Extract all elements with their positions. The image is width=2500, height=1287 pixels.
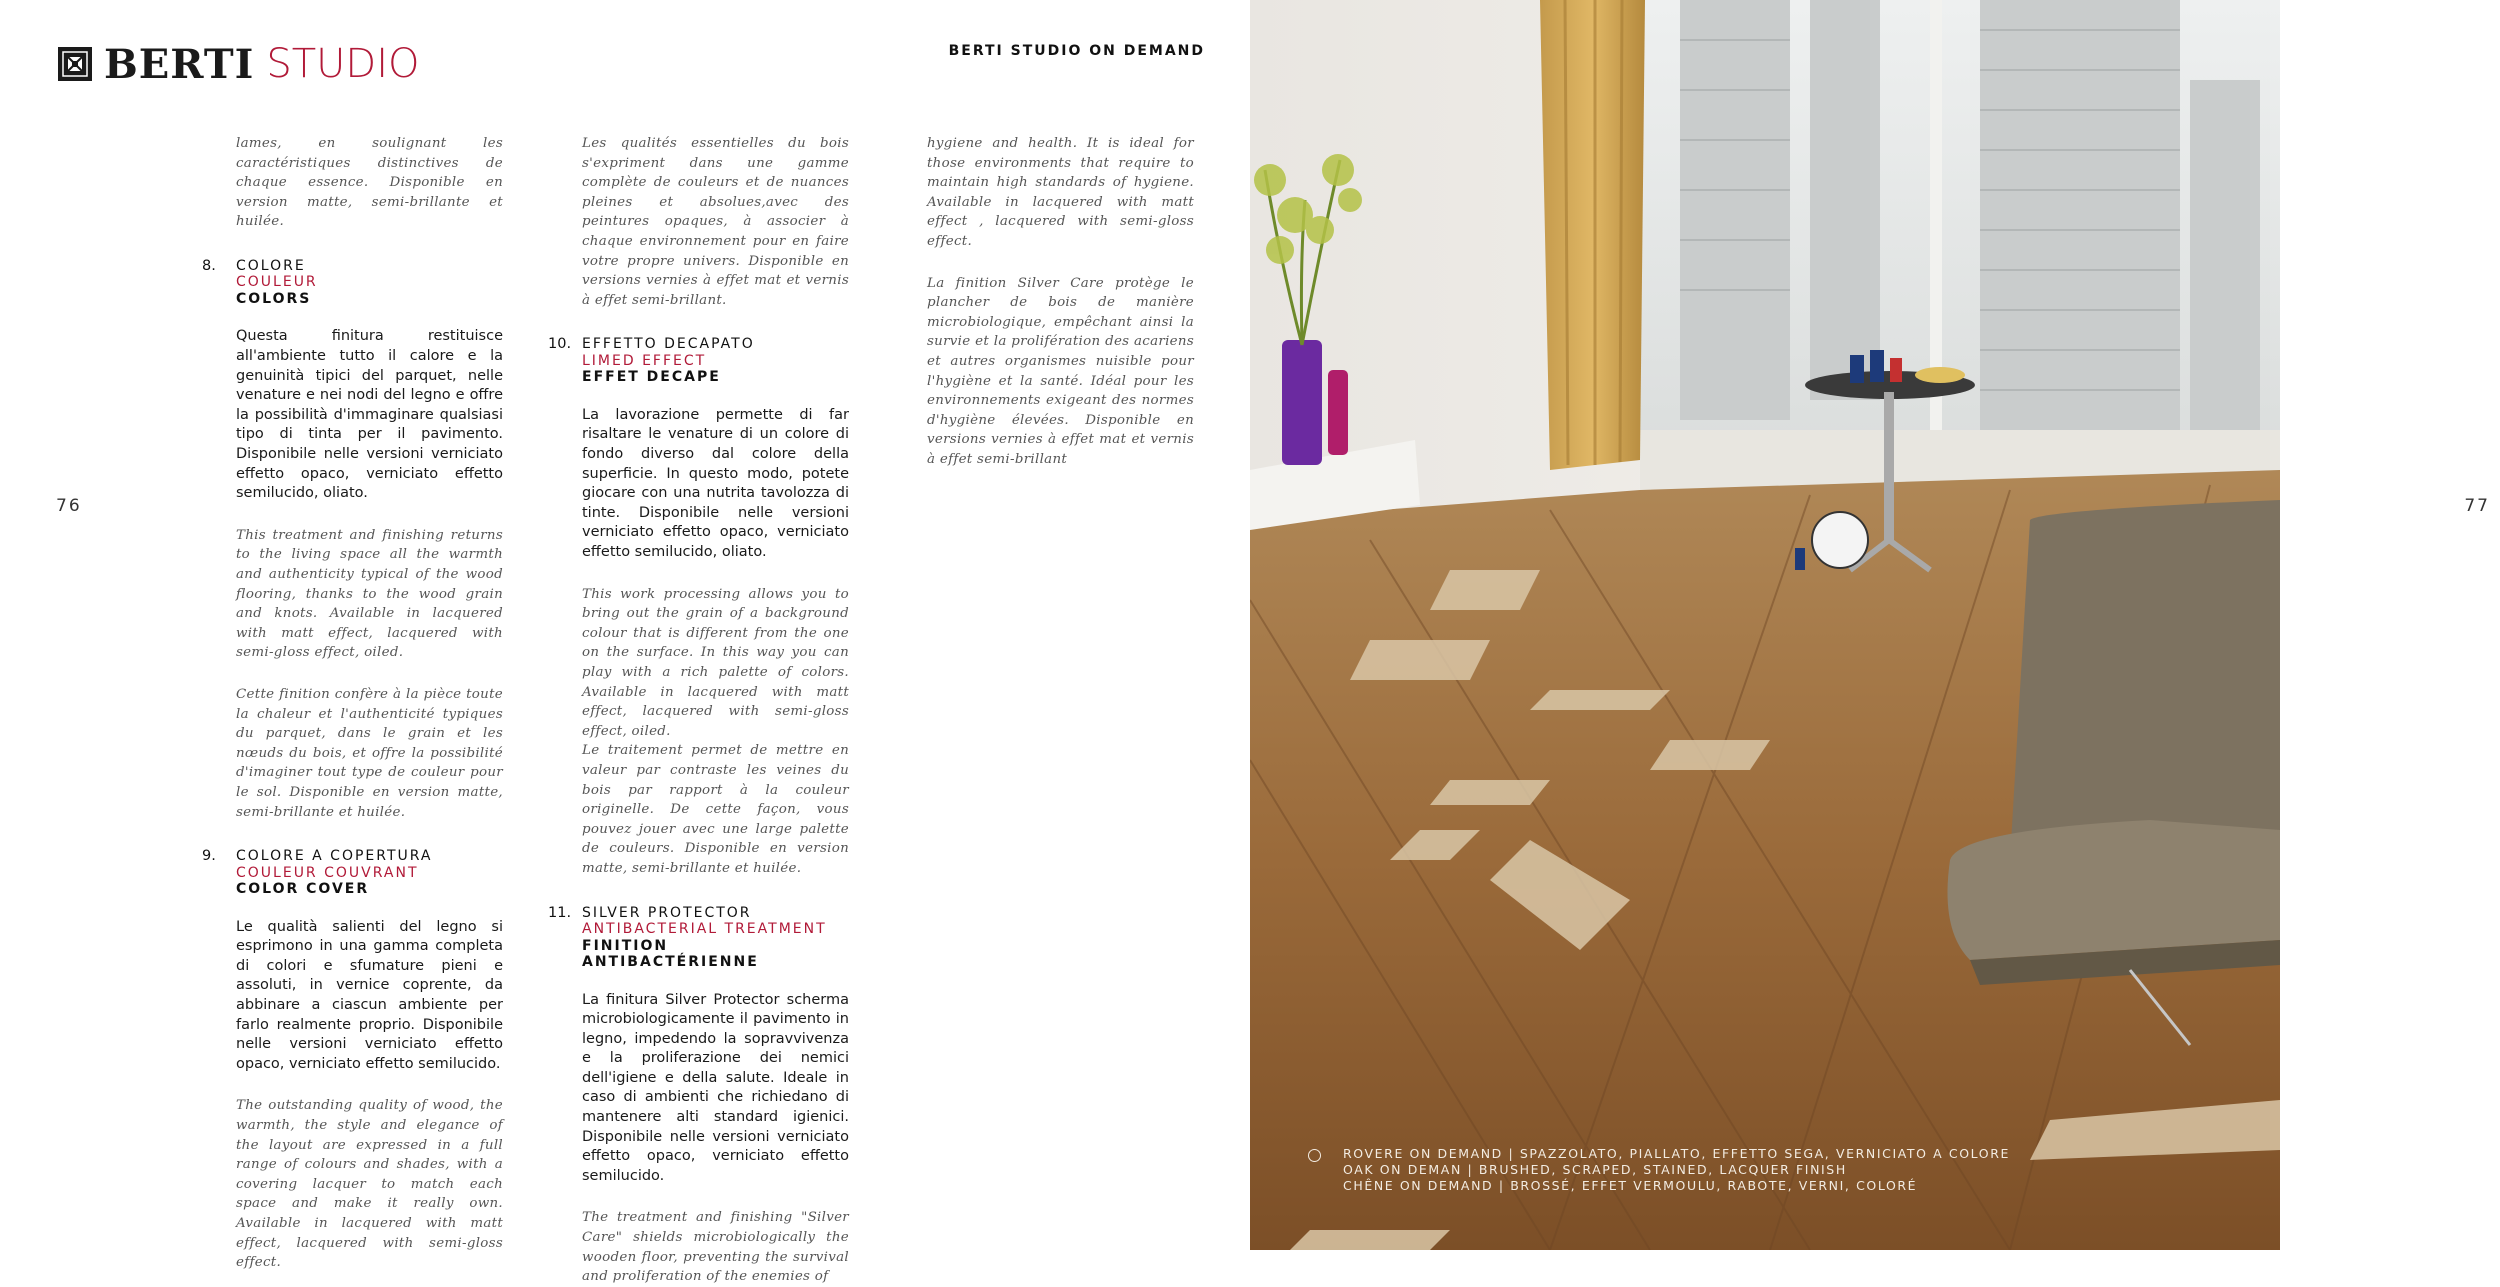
section-title-italian: COLORE xyxy=(236,257,306,274)
section-body-english: This treatment and finishing returns to the living space all the warmth and authenticity typical of the wood flooring, thanks to the wood grain and knots. Available in lacquered with matt effect, lacquered with semi-gloss effect, oiled. xyxy=(236,527,503,661)
caption-line-french: CHÊNE ON DEMAND | BROSSÉ, EFFET VERMOULU, RABOTE, VERNI, COLORÉ xyxy=(1343,1178,1918,1193)
section-10-heading xyxy=(548,336,849,386)
curtain xyxy=(1540,0,1645,470)
right-margin xyxy=(2280,0,2500,1250)
left-page xyxy=(0,0,1250,1285)
section-9-heading xyxy=(202,848,503,898)
page-number-right: 77 xyxy=(2464,496,2490,516)
brand-logo xyxy=(58,42,420,86)
section-body-french: Cette finition confère à la pièce toute la chaleur et l'authenticité typiques du parquet, dans le grain et les nœuds du bois, et offre la possibilité d'imaginer tout type de couleur pour le sol. Disponible en version matte, semi-brillante et huilée. xyxy=(236,686,503,820)
page-number-left: 76 xyxy=(56,496,82,516)
sofa-back xyxy=(2010,500,2280,870)
section-number: 9. xyxy=(202,848,216,865)
section-body-italian: Le qualità salienti del legno si esprimono in una gamma completa di colori e sfumature pieni e assoluti, in vernice coprente, da abbinare a ciascun ambiente per farlo realmente proprio. Disponibile nelle versioni verniciato effetto opaco, verniciato effetto semilucido. xyxy=(236,918,503,1072)
caption-line-italian: ROVERE ON DEMAND | SPAZZOLATO, PIALLATO, EFFETTO SEGA, VERNICIATO A COLORE xyxy=(1343,1146,2011,1161)
section-body-italian: La lavorazione permette di far risaltare le venature di un colore di fondo diverso dal colore della superficie. In questo modo, potete giocare con una nutrita tavolozza di tinte. Disponibile nelle versioni verniciato effetto opaco, verniciato effetto semilucido, oliato. xyxy=(582,406,849,560)
section-title-italian: COLORE A COPERTURA xyxy=(236,848,433,865)
text-column-1 xyxy=(202,134,503,1273)
section-11-heading xyxy=(548,904,849,971)
right-page xyxy=(1250,0,2500,1250)
caption-bullet-icon xyxy=(1308,1149,1321,1162)
section-title-french: COULEUR COUVRANT xyxy=(236,864,419,881)
text-column-3 xyxy=(927,134,1194,470)
window-frame xyxy=(1930,0,1942,480)
soccer-ball xyxy=(1812,512,1868,568)
section-body-italian: La finitura Silver Protector scherma microbiologicamente il pavimento in legno, impedendo la sopravvivenza e la proliferazione dei nemici dell'igiene e della salute. Ideale in caso di ambienti che richiedano di mantenere alti standard igienici. Disponibile nelle versioni verniciato effetto opaco, verniciato effetto semilucido. xyxy=(582,991,849,1184)
text-column-2 xyxy=(548,134,849,1287)
section-body-french: Le traitement permet de mettre en valeur par contraste les veines du bois par rapport à la couleur originelle. De cette façon, vous pouvez jouer avec une large palette de couleurs. Disponible en version matte, semi-brillante et huilée. xyxy=(582,743,849,876)
caption-line-english: OAK ON DEMAN | BRUSHED, SCRAPED, STAINED, LACQUER FINISH xyxy=(1343,1162,1847,1177)
section-title-english: COLORS xyxy=(236,290,312,307)
section-number: 10. xyxy=(548,336,572,353)
section-body-english-continued: hygiene and health. It is ideal for those environments that require to maintain high standards of hygiene. Available in lacquered with matt effect , lacquered with semi-gloss effect. xyxy=(927,136,1194,249)
photo-caption xyxy=(1343,1146,2010,1194)
section-body-italian: Questa finitura restituisce all'ambiente tutto il calore e la genuinità tipici del parquet, nelle venature e nei nodi del legno e offre la possibilità d'immaginare qualsiasi tipo di tinta per il pavimento. Disponibile nelle versioni verniciato effetto opaco, verniciato effetto semilucido, oliato. xyxy=(236,328,503,502)
section-number: 8. xyxy=(202,257,216,274)
intro-french-text: Les qualités essentielles du bois s'expriment dans une gamme complète de couleurs et de nuances pleines et absolues,avec des peintures opaques, à associer à chaque environnement pour en faire votre propre univers. Disponible en versions vernies à effet mat et vernis à effet semi-brillant. xyxy=(582,136,849,308)
section-title-english: COLOR COVER xyxy=(236,881,370,898)
section-title-italian: EFFETTO DECAPATO xyxy=(582,336,755,353)
pink-vase xyxy=(1328,370,1348,455)
section-body-french: La finition Silver Care protège le plancher de bois de manière microbiologique, empêchant ainsi la survie et la prolifération des acariens et autres organismes nuisible pour l'hygiène et la santé. Idéal pour les environnements exigeant des normes d'hygiène élevées. Disponible en versions vernies à effet mat et vernis à effet semi-brillant xyxy=(927,275,1194,467)
side-table-leg xyxy=(1884,392,1894,542)
section-body-english: The outstanding quality of wood, the warmth, the style and elegance of the layout are expressed in a full range of colours and shades, with a covering lacquer to match each space and make it really own. Available in lacquered with matt effect, lacquered with semi-gloss effect. xyxy=(236,1098,503,1271)
section-title-italian: SILVER PROTECTOR xyxy=(582,904,752,921)
purple-vase xyxy=(1282,340,1322,465)
sofa-seat xyxy=(1948,820,2281,960)
logo-text-studio: STUDIO xyxy=(266,41,420,87)
section-title-english: FINITION ANTIBACTÉRIENNE xyxy=(582,937,759,970)
logo-text-berti: BERTI xyxy=(104,40,255,88)
section-title-french: ANTIBACTERIAL TREATMENT xyxy=(582,921,827,937)
section-number: 11. xyxy=(548,904,572,921)
intro-french-text: lames, en soulignant les caractéristiques distinctives de chaque essence. Disponible en version matte, semi-brillante et huilée. xyxy=(236,136,503,230)
interior-photo xyxy=(1250,0,2280,1250)
logo-mark-icon xyxy=(58,47,92,81)
section-body-english: The treatment and finishing "Silver Care" shields microbiologically the wooden floor, preventing the survival and proliferation of the enemies of xyxy=(582,1210,849,1285)
section-body-english: This work processing allows you to bring out the grain of a background colour that is different from the one on the surface. In this way you can play with a rich palette of colors. Available in lacquered with matt effect, lacquered with semi-gloss effect, oiled. xyxy=(582,586,849,739)
section-8-heading xyxy=(202,257,503,308)
section-title-english: EFFET DECAPE xyxy=(582,369,721,386)
section-title-french: COULEUR xyxy=(236,274,318,291)
running-head: BERTI STUDIO ON DEMAND xyxy=(948,43,1205,59)
section-title-french: LIMED EFFECT xyxy=(582,352,707,369)
